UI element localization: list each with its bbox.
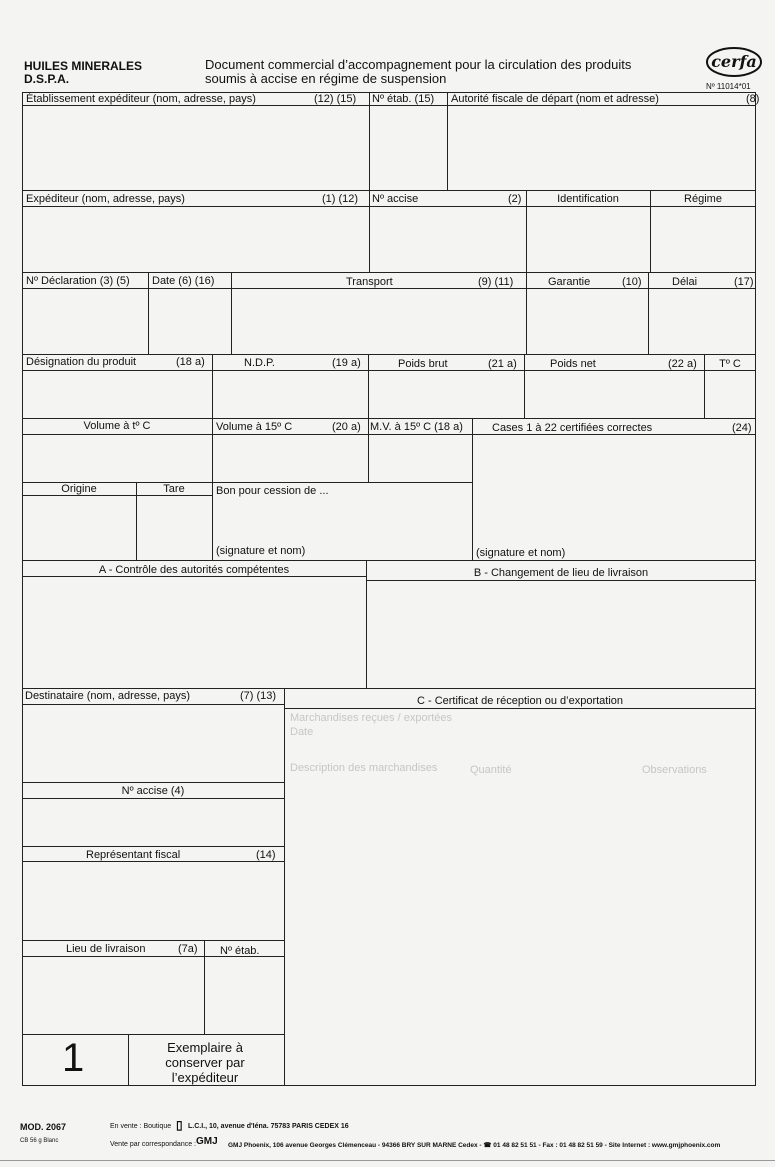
mod-number: MOD. 2067 [20,1122,67,1132]
volume-15-ref: (20 a) [332,421,361,433]
cerfa-logo [706,46,762,78]
delai-ref: (17) [734,276,754,288]
signature-label-1: (signature et nom) [216,545,306,557]
identification-label: Identification [557,193,619,205]
no-etab2-label: Nº étab. [220,945,260,957]
correspondance-label: Vente par correspondance : [110,1141,197,1148]
no-etab-label: Nº étab. (15) [372,93,435,105]
representant-ref: (14) [256,849,276,861]
faded-text-5: Observations [642,764,707,776]
garantie-label: Garantie [548,276,591,288]
org-line2: D.S.P.A. [24,72,70,86]
section-b-label: B - Changement de lieu de livraison [473,567,649,579]
org-line1: HUILES MINERALES [24,59,143,73]
org-name [24,60,142,86]
page-edge [0,1160,775,1161]
volume-15-label: Volume à 15º C [216,421,293,433]
faded-text-1: Marchandises reçues / exportées [290,712,453,724]
gmj-logo: GMJ [196,1136,218,1147]
no-accise-label: Nº accise [372,193,419,205]
poids-brut-ref: (21 a) [488,358,517,370]
lieu-livraison-label: Lieu de livraison [66,943,146,955]
form-grid [22,92,760,1092]
exemplaire-line2: conserver par [165,1055,245,1070]
form-number: Nº 11014*01 [706,82,751,91]
delai-label: Délai [672,276,698,288]
expediteur-ref: (1) (12) [322,193,359,205]
vente-label: En vente : Boutique [110,1123,172,1130]
garantie-ref: (10) [622,276,642,288]
lieu-livraison-ref: (7a) [178,943,198,955]
poids-brut-label: Poids brut [398,358,448,370]
mod-sub: CB 56 g Blanc [20,1138,59,1144]
temp-label: Tº C [719,358,741,370]
cases-label: Cases 1 à 22 certifiées correctes [492,422,653,434]
document-title [205,58,631,86]
boutique-icon: ▯ [176,1118,183,1132]
no-declaration-label: Nº Déclaration (3) (5) [26,275,130,287]
faded-text-4: Quantité [470,764,512,776]
no-accise-dest-label: Nº accise (4) [121,785,185,797]
cases-ref: (24) [732,422,752,434]
mv-15-label: M.V. à 15º C (18 a) [370,421,463,433]
date-label: Date (6) (16) [152,275,215,287]
tare-label: Tare [163,483,185,495]
representant-label: Représentant fiscal [86,849,181,861]
vente-address: L.C.I., 10, avenue d'Iéna. 75783 PARIS CEDEX 16 [188,1123,349,1130]
no-accise-ref: (2) [508,193,522,205]
faded-text-2: Date [290,726,314,738]
svg-text:cerfa: cerfa [711,52,757,71]
exemplaire-line1: Exemplaire à [167,1040,243,1055]
form-border [22,92,756,1086]
poids-net-ref: (22 a) [668,358,697,370]
transport-ref: (9) (11) [478,276,514,288]
destinataire-label: Destinataire (nom, adresse, pays) [25,690,191,702]
section-a-label: A - Contrôle des autorités compétentes [98,564,290,576]
designation-ref: (18 a) [176,356,205,368]
faded-text-3: Description des marchandises [290,762,438,774]
title-line1: Document commercial d’accompagnement pour la circulation des produits [205,57,632,72]
section-c-label: C - Certificat de réception ou d’exportation [416,695,624,707]
autorite-ref: (8) [746,93,760,105]
correspondance-address: GMJ Phoenix, 106 avenue Georges Clémenceau - 94366 BRY SUR MARNE Cedex - ☎ 01 48 82 51 51 - Fax : 01 48 82 51 59 - Site Internet : www.gmjphoenix.com [228,1142,721,1149]
bon-cession-label: Bon pour cession de ... [216,485,329,497]
ndp-ref: (19 a) [332,357,361,369]
designation-label: Désignation du produit [26,356,137,368]
regime-label: Régime [684,193,722,205]
expediteur-label: Expéditeur (nom, adresse, pays) [26,193,185,205]
exemplaire-line3: l’expéditeur [171,1070,239,1085]
autorite-label: Autorité fiscale de départ (nom et adresse) [451,93,659,105]
exemplaire-text [130,1040,280,1085]
title-line2: soumis à accise en régime de suspension [205,71,447,86]
exemplaire-number: 1 [62,1036,85,1080]
signature-label-2: (signature et nom) [476,547,566,559]
poids-net-label: Poids net [550,358,596,370]
destinataire-ref: (7) (13) [240,690,277,702]
transport-label: Transport [346,276,393,288]
etablissement-label: Établissement expéditeur (nom, adresse, pays) [26,93,256,105]
ndp-label: N.D.P. [244,357,275,369]
origine-label: Origine [61,483,97,495]
etablissement-ref: (12) (15) [314,93,357,105]
volume-t-label: Volume à tº C [83,420,151,432]
